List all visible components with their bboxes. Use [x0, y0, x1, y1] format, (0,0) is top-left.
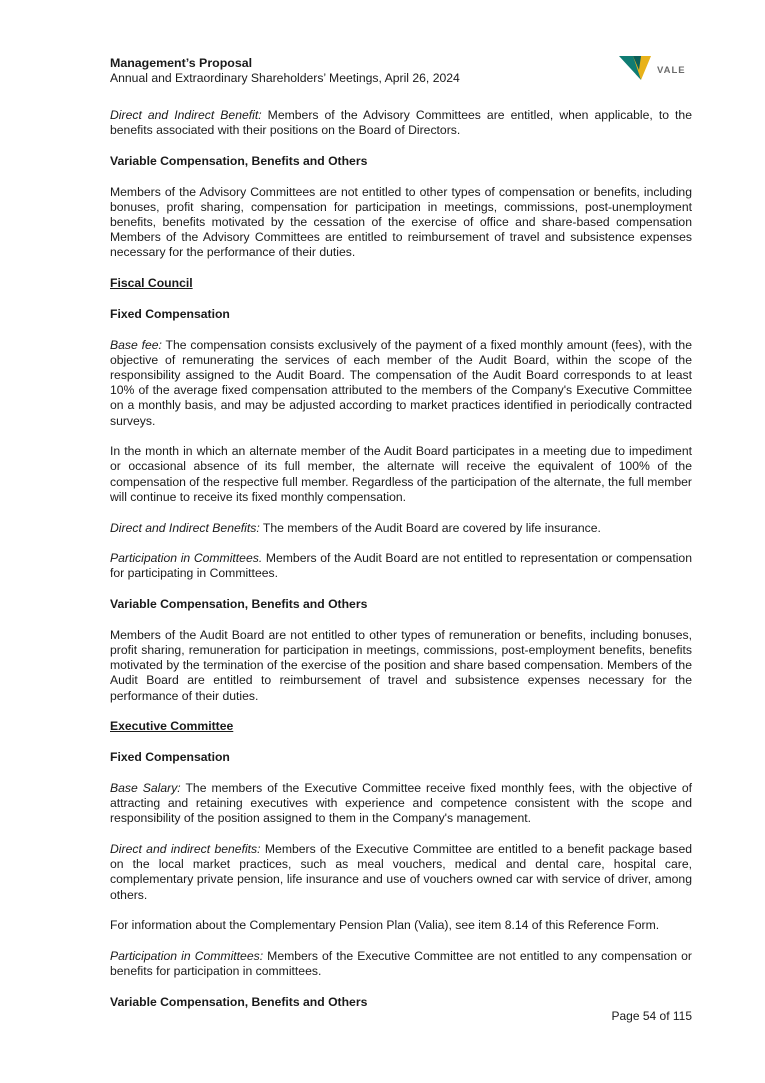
paragraph-text: Members of the Advisory Committees are entitled, when applicable, to the benefits associated with their positions on the Board of Directors. [110, 108, 692, 138]
body-paragraph [110, 949, 692, 979]
paragraph-text: The members of the Executive Committee receive fixed monthly fees, with the objective of attracting and retaining executives with experience and competence consistent with the scope and responsibility of the position assigned to them in the Company's management. [110, 780, 692, 826]
document-subtitle: Annual and Extraordinary Shareholders’ Meetings, April 26, 2024 [110, 71, 460, 85]
paragraph-lead-in: Direct and Indirect Benefit: [110, 108, 262, 122]
document-title: Management’s Proposal [110, 56, 253, 70]
paragraph-text: The compensation consists exclusively of the payment of a fixed monthly amount (fees), with the objective of remunerating the services of each member of the Audit Board, within the scope of the responsibility assigned to the Audit Board. The compensation of the Audit Board corresponds to at least 10% of the average fixed compensation attributed to the members of the Company's Executive Committee on a monthly basis, and may be adjusted according to market practices identified in periodically contracted surveys. [110, 337, 692, 428]
paragraph-text: The members of the Audit Board are covered by life insurance. [259, 520, 601, 535]
section-heading: Fiscal Council [110, 276, 193, 291]
vale-logo [619, 52, 689, 84]
paragraph-lead-in: Base fee: [110, 337, 162, 352]
subsection-heading: Fixed Compensation [110, 306, 230, 321]
body-paragraph [110, 444, 692, 505]
paragraph-text: Members of the Advisory Committees are not entitled to other types of compensation or benefits, including bonuses, profit sharing, compensation for participation in meetings, commissions, post-unemployment benefits, benefits motivated by the cessation of the exercise of office and share-based compensation Members of the Advisory Committees are entitled to reimbursement of travel and subsistence expenses necessary for the performance of their duties. [110, 184, 692, 260]
body-paragraph [110, 628, 692, 704]
paragraph-text: For information about the Complementary Pension Plan (Valia), see item 8.14 of this Reference Form. [110, 918, 660, 933]
section-heading: Executive Committee [110, 719, 234, 734]
document-body [110, 108, 692, 1010]
body-paragraph [110, 108, 692, 138]
body-paragraph [110, 551, 692, 581]
paragraph-lead-in: Base Salary: [110, 780, 181, 795]
subsection-heading: Variable Compensation, Benefits and Others [110, 153, 368, 168]
subsection-heading: Variable Compensation, Benefits and Others [110, 597, 368, 612]
page-header [110, 56, 460, 86]
subsection-heading: Fixed Compensation [110, 750, 230, 765]
paragraph-lead-in: Participation in Committees: [110, 948, 264, 963]
body-paragraph [110, 185, 692, 261]
body-paragraph [110, 842, 692, 903]
body-paragraph [110, 338, 692, 429]
body-paragraph [110, 781, 692, 827]
vale-logo-icon [619, 52, 659, 84]
paragraph-lead-in: Direct and indirect benefits: [110, 841, 261, 856]
paragraph-text: Members of the Executive Committee are entitled to a benefit package based on the local market practices, such as meal vouchers, medical and dental care, hospital care, complementary private pension, life insurance and use of vouchers owned car with service of driver, among others. [110, 841, 692, 902]
subsection-heading: Variable Compensation, Benefits and Others [110, 994, 368, 1009]
body-paragraph [110, 918, 692, 933]
paragraph-text: Members of the Executive Committee are not entitled to any compensation or benefits for participation in committees. [110, 948, 692, 979]
paragraph-text: Members of the Audit Board are not entitled to representation or compensation for participating in Committees. [110, 551, 692, 581]
paragraph-text: In the month in which an alternate member of the Audit Board participates in a meeting due to impediment or occasional absence of its full member, the alternate will receive the equivalent of 100% of the compensation of the respective full member. Regardless of the participation of the alternate, the full member will continue to receive its fixed monthly compensation. [110, 444, 692, 504]
paragraph-lead-in: Participation in Committees. [110, 551, 263, 566]
paragraph-text: Members of the Audit Board are not entitled to other types of remuneration or benefits, including bonuses, profit sharing, remuneration for participation in meetings, commissions, post-employment benefits, benefits motivated by the termination of the exercise of the position and share based compensation. Members of the Audit Board are entitled to reimbursement of travel and subsistence expenses necessary for the performance of their duties. [110, 627, 692, 703]
paragraph-lead-in: Direct and Indirect Benefits: [110, 520, 260, 535]
body-paragraph [110, 521, 692, 536]
logo-wordmark: VALE [657, 65, 686, 76]
page-number: Page 54 of 115 [611, 1009, 692, 1023]
